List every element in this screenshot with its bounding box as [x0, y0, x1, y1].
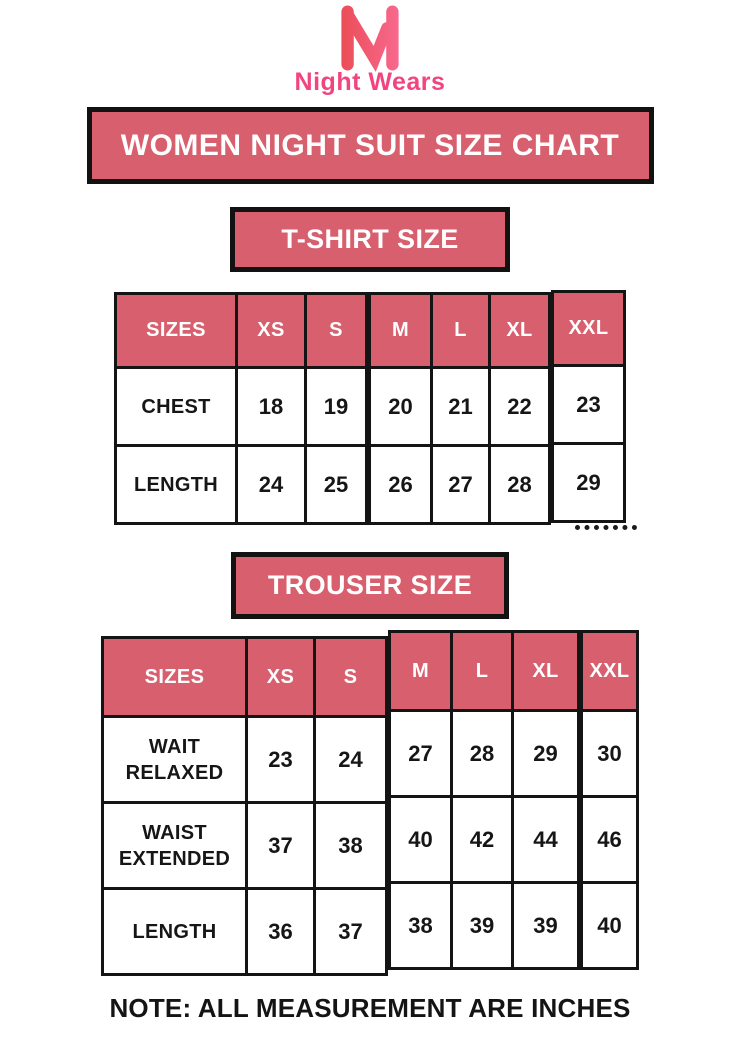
tshirt-table-left: [114, 292, 368, 525]
trouser-section-banner: [231, 552, 509, 619]
header-cell-s: S: [306, 294, 367, 368]
row-label-cell: CHEST: [116, 368, 237, 446]
n-monogram-icon: [330, 4, 410, 72]
value-cell: 37: [315, 889, 387, 975]
header-cell-xl: XL: [513, 632, 579, 711]
header-cell-xxl: XXL: [582, 632, 638, 711]
header-cell-xs: XS: [237, 294, 306, 368]
value-cell: 46: [582, 797, 638, 883]
value-cell: 22: [490, 368, 550, 446]
tshirt-table-xxl: [551, 290, 626, 523]
value-cell: 24: [315, 717, 387, 803]
tshirt-section-banner: [230, 207, 510, 272]
value-cell: 38: [315, 803, 387, 889]
tshirt-table-mid: [368, 292, 551, 525]
value-cell: 38: [390, 883, 452, 969]
value-cell: 23: [553, 366, 625, 444]
value-cell: 39: [452, 883, 513, 969]
brand-logo: [295, 4, 446, 97]
tshirt-size-table: [114, 292, 626, 525]
header-cell-xl: XL: [490, 294, 550, 368]
trouser-table-mid: [388, 630, 580, 970]
main-title-text: WOMEN NIGHT SUIT SIZE CHART: [120, 128, 620, 162]
value-cell: 28: [490, 446, 550, 524]
watermark-smudge: [575, 525, 637, 530]
header-cell-l: L: [432, 294, 490, 368]
value-cell: 30: [582, 711, 638, 797]
value-cell: 23: [247, 717, 315, 803]
value-cell: 18: [237, 368, 306, 446]
header-cell-m: M: [370, 294, 432, 368]
value-cell: 20: [370, 368, 432, 446]
value-cell: 29: [553, 444, 625, 522]
value-cell: 37: [247, 803, 315, 889]
row-label-cell: WAIT RELAXED: [103, 717, 247, 803]
main-title-banner: [87, 107, 654, 184]
trouser-banner-text: TROUSER SIZE: [267, 570, 473, 600]
header-cell-xxl: XXL: [553, 292, 625, 366]
header-cell-s: S: [315, 638, 387, 717]
value-cell: 29: [513, 711, 579, 797]
value-cell: 27: [390, 711, 452, 797]
value-cell: 28: [452, 711, 513, 797]
header-cell-sizes: SIZES: [103, 638, 247, 717]
value-cell: 42: [452, 797, 513, 883]
value-cell: 25: [306, 446, 367, 524]
value-cell: 40: [582, 883, 638, 969]
row-label-cell: WAIST EXTENDED: [103, 803, 247, 889]
header-cell-xs: XS: [247, 638, 315, 717]
value-cell: 26: [370, 446, 432, 524]
trouser-table-xxl: [580, 630, 639, 970]
value-cell: 24: [237, 446, 306, 524]
trouser-size-table: [101, 636, 639, 976]
header-cell-m: M: [390, 632, 452, 711]
row-label-cell: LENGTH: [116, 446, 237, 524]
trouser-table-left: [101, 636, 388, 976]
value-cell: 21: [432, 368, 490, 446]
value-cell: 39: [513, 883, 579, 969]
value-cell: 40: [390, 797, 452, 883]
measurement-note: NOTE: ALL MEASUREMENT ARE INCHES: [109, 993, 631, 1023]
header-cell-l: L: [452, 632, 513, 711]
brand-name: Night Wears: [294, 68, 446, 96]
tshirt-banner-text: T-SHIRT SIZE: [281, 224, 459, 254]
value-cell: 27: [432, 446, 490, 524]
value-cell: 19: [306, 368, 367, 446]
value-cell: 44: [513, 797, 579, 883]
header-cell-sizes: SIZES: [116, 294, 237, 368]
value-cell: 36: [247, 889, 315, 975]
row-label-cell: LENGTH: [103, 889, 247, 975]
